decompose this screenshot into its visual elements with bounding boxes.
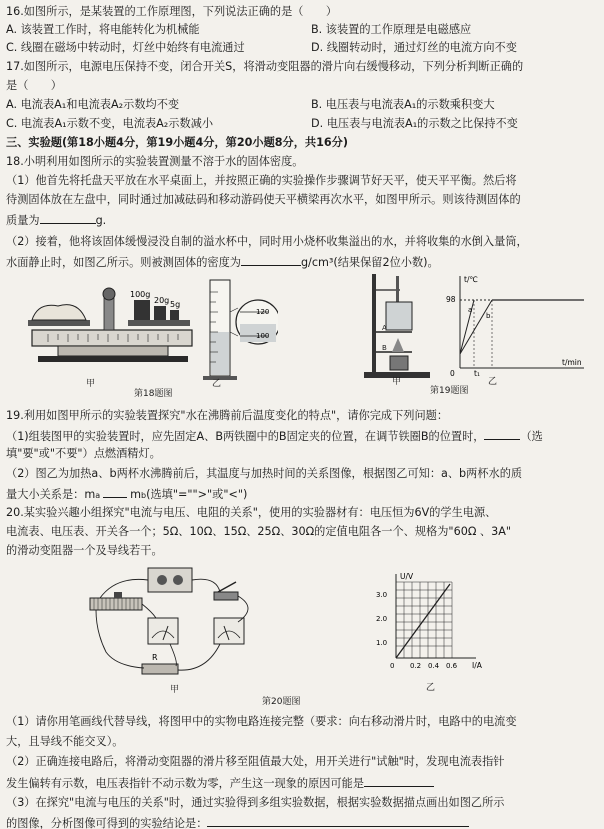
q19-apparatus [364, 272, 434, 382]
q19-graph [444, 272, 592, 376]
q18-caption: 第18题图 [134, 389, 173, 399]
iron-stand-rod [372, 274, 376, 372]
q17-stem-2: 是（ ） [6, 79, 62, 92]
q20-circuit [86, 562, 266, 686]
q18-p1c-unit: g. [95, 214, 107, 227]
q20-p3b [6, 816, 469, 829]
q19-t1: t₁ [474, 369, 480, 376]
q20-p2b [6, 776, 434, 789]
flame [392, 338, 404, 352]
q19-p1a [6, 429, 543, 442]
q20-stem-2: 电流表、电压表、开关各一个；5Ω、10Ω、15Ω、25Ω、30Ω的定值电阻各一个、规格为"60Ω 、3A" [6, 525, 512, 538]
q20-xtick-02: 0.2 [410, 662, 422, 670]
q18-p2b-text: 水面静止时，如图乙所示。则被测固体的密度为 [6, 256, 241, 269]
q20-blank-conclusion[interactable] [207, 816, 469, 827]
q18-p1a: （1）他首先将托盘天平放在水平桌面上，并按照正确的实验操作步骤调节好天平，使天平平衡。然后将 [6, 174, 517, 187]
q20-y-label: U/V [400, 572, 414, 581]
q20-ytick-1: 1.0 [376, 639, 388, 647]
q20-label-jia: 甲 [170, 685, 180, 695]
q20-p2b-text: 发生偏转有示数，电压表指针不动示数为零，产生这一现象的原因可能是 [6, 777, 365, 790]
q20-caption: 第20题图 [262, 697, 301, 707]
q19-origin: 0 [450, 369, 455, 376]
left-pan [28, 320, 90, 326]
q17-option-b: B. 电压表与电流表A₁的示数乘积变大 [311, 98, 495, 111]
q18-p2b-note: (结果保留2位小数)。 [333, 256, 439, 269]
q19-p2b: 量大小关系是：ma mb(选填"="">"或"<") [6, 488, 248, 501]
q20-p1a: （1）请你用笔画线代替导线，将图甲中的实物电路连接完整（要求：向右移动滑片时，电路中的电流变 [6, 715, 517, 728]
q19-p1a-text: （1)组装图甲的实验装置时，应先固定A、B两铁圈中的B固定夹的位置，在调节铁圈B的位置时， [6, 430, 485, 443]
q20-stem-3: 的滑动变阻器一个及导线若干。 [6, 544, 163, 557]
zoom-mark-100: 100 [256, 332, 270, 340]
q16-option-c: C. 线圈在磁场中转动时，灯丝中始终有电流通过 [6, 41, 245, 54]
q20-x-label: I/A [472, 661, 482, 670]
switch [214, 592, 238, 600]
q20-ytick-2: 2.0 [376, 615, 388, 623]
q20-p1b: 大，且导线不能交叉）。 [6, 735, 124, 748]
right-pan [128, 320, 190, 326]
q16-option-b: B. 该装置的工作原理是电磁感应 [311, 23, 472, 36]
q19-blank-2[interactable] [103, 487, 127, 498]
q19-p1b: 填"要"或"不要"）点燃酒精灯。 [6, 447, 161, 460]
q20-xtick-04: 0.4 [428, 662, 440, 670]
q18-label-yi: 乙 [212, 379, 222, 389]
q18-p2b-unit: g/cm³ [300, 256, 334, 269]
weight-label-100g: 100g [130, 290, 151, 299]
q19-p2a: （2）图乙为加热a、b两杯水沸腾前后，其温度与加热时间的关系图像，根据图乙可知：a、b两杯水的质 [6, 467, 523, 480]
q18-stem: 18.小明利用如图所示的实验装置测量不溶于水的固体密度。 [6, 155, 304, 168]
weight-20g [154, 306, 166, 320]
resistor-r [142, 664, 178, 674]
q20-ytick-3: 3.0 [376, 591, 388, 599]
q19-p2b-pre: 量大小关系是：m [6, 488, 96, 501]
q20-blank-reason[interactable] [364, 776, 434, 787]
q19-x-label: t/min [562, 358, 582, 367]
q17-option-d: D. 电压表与电流表A₁的示数之比保持不变 [311, 117, 518, 130]
q18-p1b: 待测固体放在左盘中，同时通过加减砝码和移动游码使天平横梁再次水平，如图甲所示。则该待测固体的 [6, 193, 521, 206]
zoom-mark-120: 120 [256, 308, 270, 316]
q18-figure [18, 272, 278, 384]
q19-label-yi: 乙 [488, 377, 498, 387]
q19-mark-98: 98 [446, 295, 456, 304]
weight-label-5g: 5g [170, 300, 181, 309]
q16-stem: 16.如图所示，是某装置的工作原理图，下列说法正确的是（ ） [6, 5, 338, 18]
alcohol-lamp [390, 356, 408, 370]
svg-text:A: A [382, 324, 387, 332]
section-3-title: 三、实验题(第18小题4分，第19小题4分，第20小题8分，共16分) [6, 136, 348, 149]
q18-density-blank[interactable] [241, 255, 301, 266]
weight-100g [134, 300, 150, 320]
resistor-label: R [152, 653, 158, 662]
q20-stem-1: 20.某实验兴趣小组探究"电流与电压、电阻的关系"，使用的实验器材有：电压恒为6V的学生电源、 [6, 506, 497, 519]
cylinder-water [211, 332, 229, 375]
q18-p1c-text: 质量为 [6, 214, 40, 227]
q19-blank-1[interactable] [484, 429, 520, 440]
q17-option-a: A. 电流表A₁和电流表A₂示数均不变 [6, 98, 180, 111]
q19-label-a: a [468, 306, 473, 314]
q19-p1a-tail: （选 [520, 430, 543, 443]
rheostat-slider [114, 592, 122, 598]
q19-caption: 第19题图 [430, 386, 469, 396]
q20-graph [372, 570, 488, 680]
solid-object [32, 305, 86, 320]
q16-option-a: A. 该装置工作时，将电能转化为机械能 [6, 23, 200, 36]
q19-p2b-mid: m [130, 488, 142, 501]
q19-line-b [460, 300, 492, 354]
q20-p2a: （2）正确连接电路后，将滑动变阻器的滑片移至阻值最大处，用开关进行"试触"时，发现电流表指针 [6, 755, 505, 768]
q18-p2b [6, 255, 439, 268]
q19-label-b: b [486, 312, 491, 320]
balance-base [58, 346, 168, 356]
power-knob-1 [157, 575, 167, 585]
q18-mass-blank[interactable] [40, 213, 96, 224]
balance-pivot [103, 288, 115, 300]
q19-p2b-tail: (选填"="">"或"<") [146, 488, 248, 501]
q18-label-jia: 甲 [86, 379, 96, 389]
q20-p3b-text: 的图像，分析图像可得到的实验结论是： [6, 817, 208, 829]
q20-p3a: （3）在探究"电流与电压的关系"时，通过实验得到多组实验数据，根据实验数据描点画出如图乙所示 [6, 796, 505, 809]
balance-foot [38, 356, 188, 362]
q20-label-yi: 乙 [426, 683, 436, 693]
q19-y-label: t/℃ [464, 275, 478, 284]
q19-stem: 19.利用如图甲所示的实验装置探究"水在沸腾前后温度变化的特点"，请你完成下列问题： [6, 409, 449, 422]
weight-5g [170, 310, 179, 320]
q18-p2a: （2）接着，他将该固体缓慢浸没自制的溢水杯中，同时用小烧杯收集溢出的水，并将收集的水倒入量筒， [6, 235, 528, 248]
q20-xtick-0: 0 [390, 662, 395, 670]
q20-xtick-06: 0.6 [446, 662, 458, 670]
q16-option-d: D. 线圈转动时，通过灯丝的电流方向不变 [311, 41, 517, 54]
q17-stem: 17.如图所示，电源电压保持不变，闭合开关S，将滑动变阻器的滑片向右缓慢移动，下列分析判断正确的 [6, 60, 524, 73]
q19-label-jia: 甲 [392, 377, 402, 387]
weight-label-20g: 20g [154, 296, 170, 305]
q17-option-c: C. 电流表A₁示数不变，电流表A₂示数减小 [6, 117, 214, 130]
beaker [386, 302, 412, 330]
power-supply [148, 568, 192, 592]
q18-p1c [6, 213, 106, 226]
svg-text:B: B [382, 344, 387, 352]
power-knob-2 [173, 575, 183, 585]
